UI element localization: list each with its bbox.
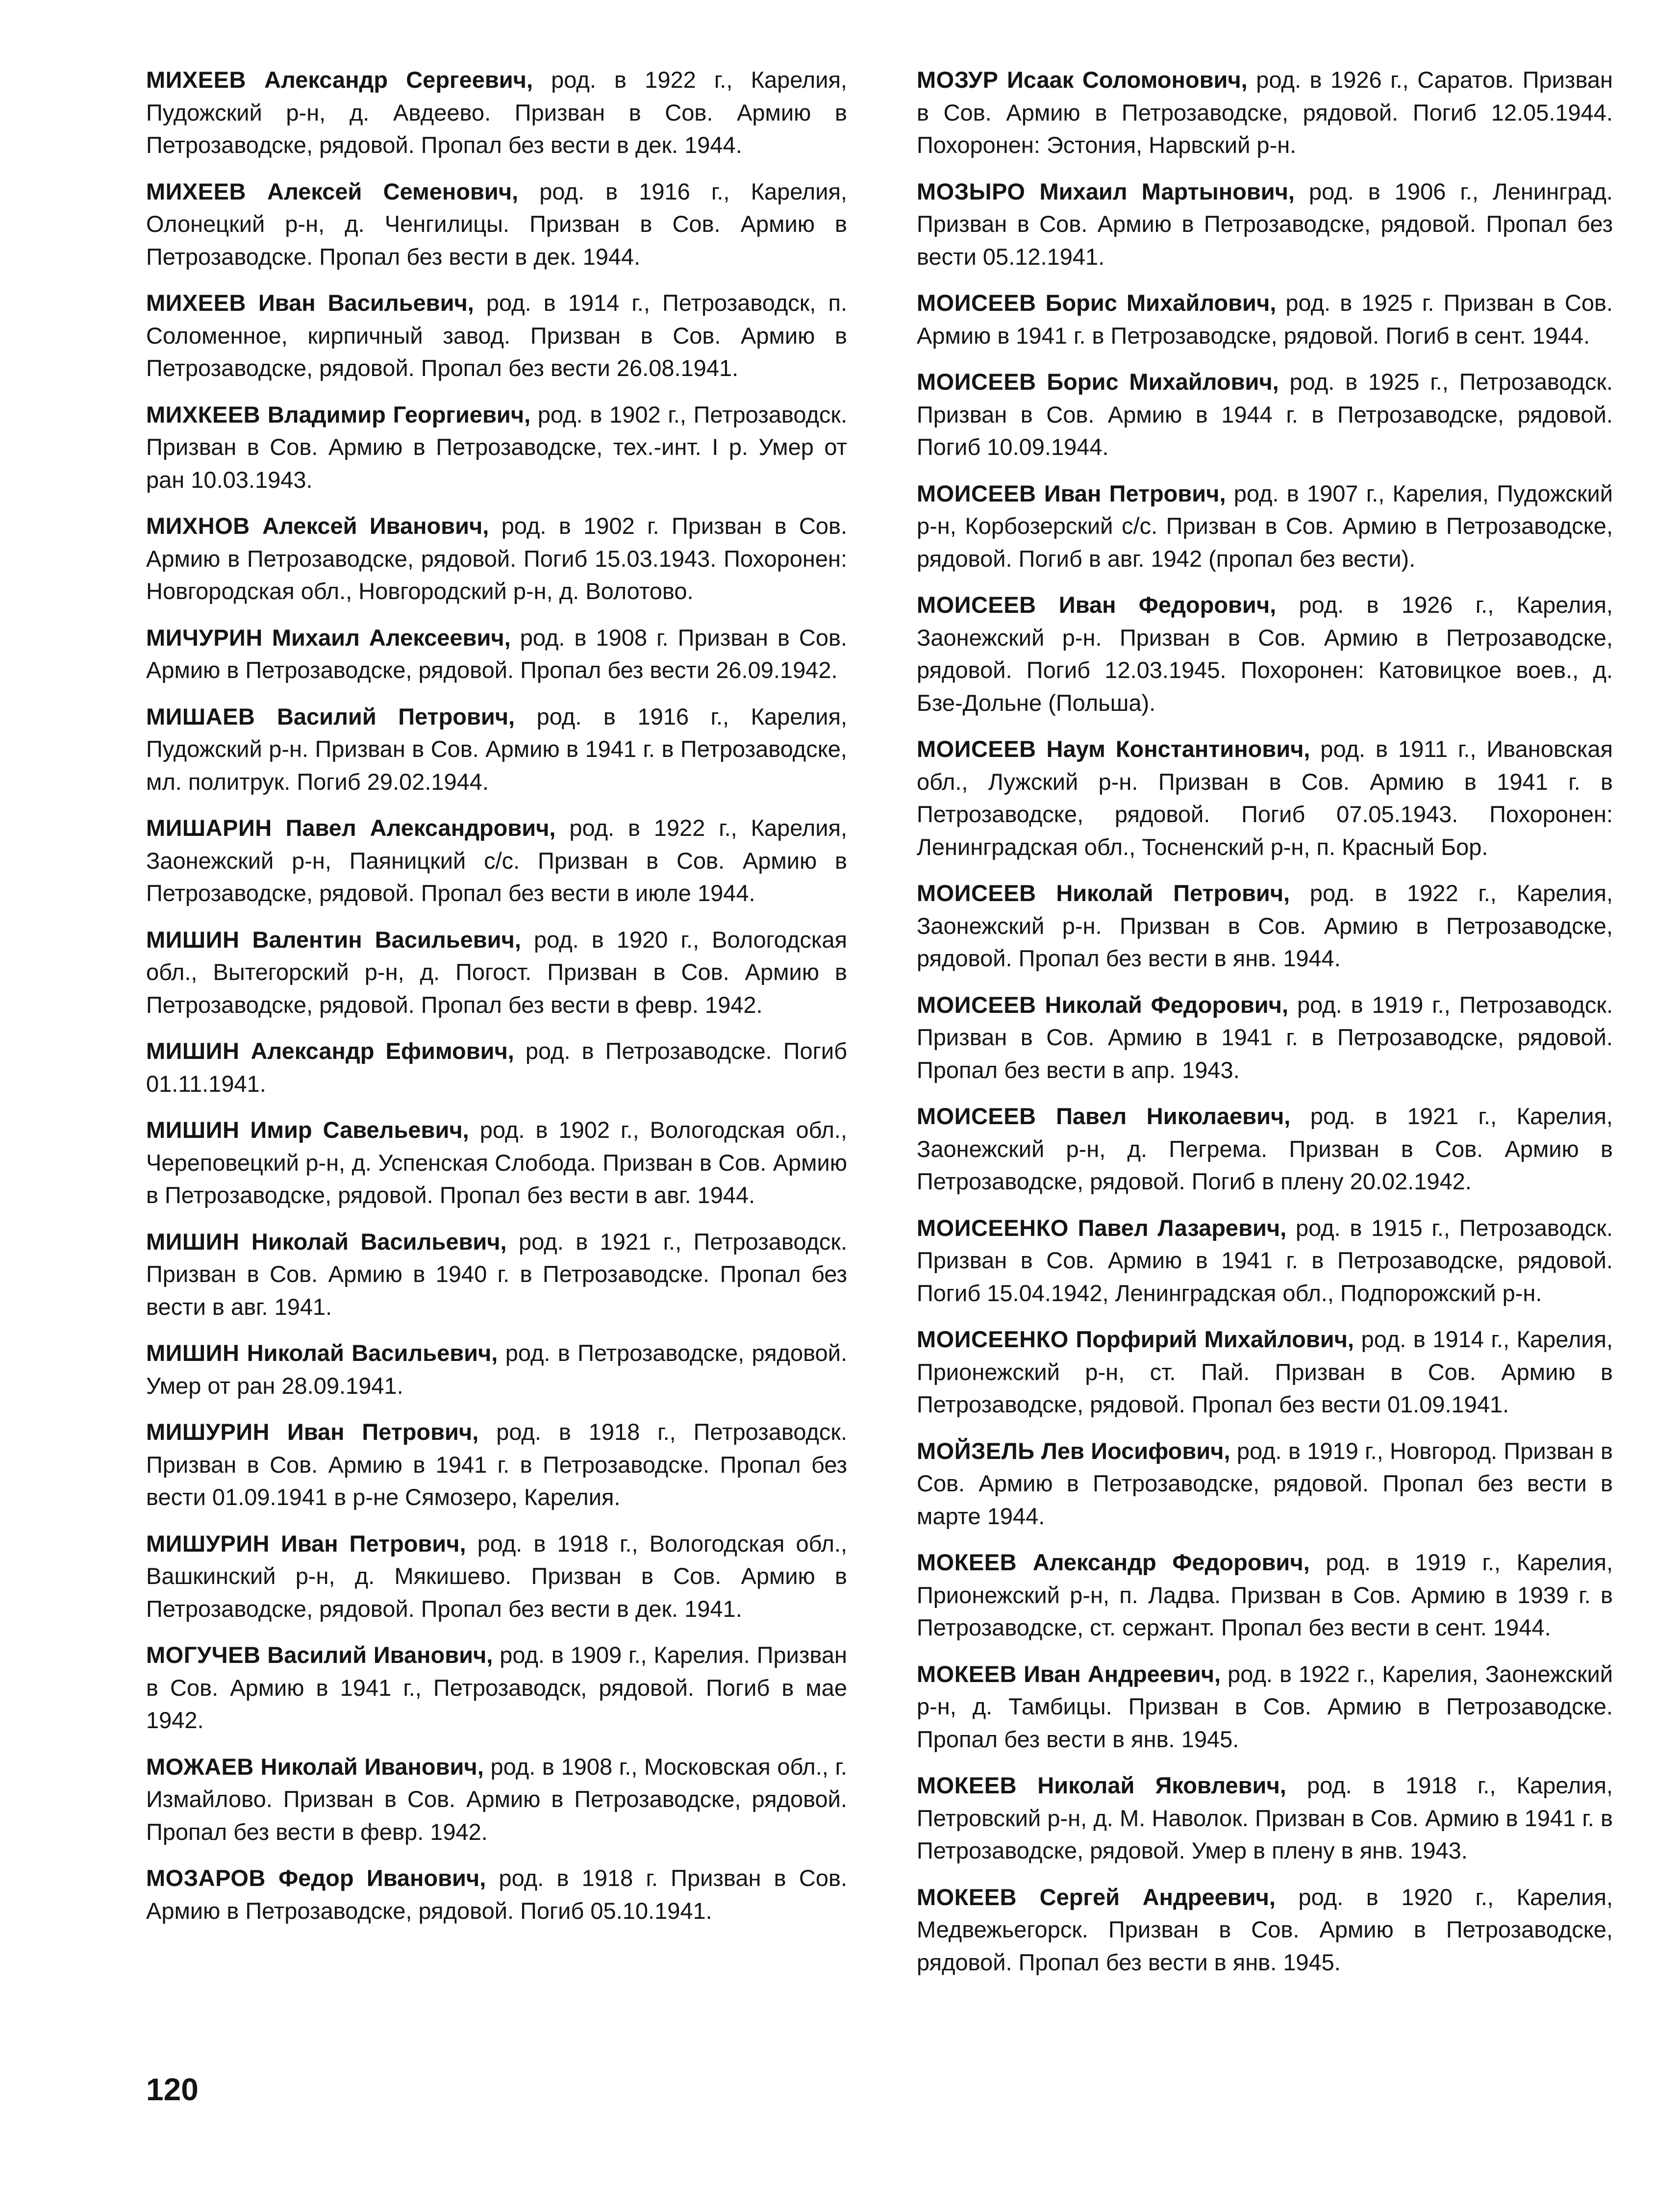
entry-given-name: Николай Петрович,	[1056, 880, 1290, 906]
entry-given-name: Василий Петрович,	[276, 703, 515, 729]
entry-given-name: Лев Иосифович,	[1041, 1437, 1230, 1464]
entry-given-name: Иван Петрович,	[287, 1419, 479, 1445]
biography-entry	[146, 1751, 847, 1849]
biography-entry	[146, 1114, 847, 1212]
entry-surname: МИХНОВ	[146, 513, 250, 539]
entry-surname: МОКЕЕВ	[917, 1549, 1017, 1575]
biography-entry	[917, 1435, 1613, 1533]
entry-details: род. в 1907 г., Карелия, Пудожский р-н, Корбозерский с/с. Призван в Сов. Армию в Петрозаводске, рядовой. Погиб в авг. 1942 (пропал без вести).	[917, 480, 1613, 572]
entry-surname: МИХЕЕВ	[146, 178, 246, 204]
entry-details: род. в Петрозаводске. Погиб 01.11.1941.	[146, 1038, 848, 1097]
biography-entry	[917, 478, 1613, 576]
entry-details: род. в 1902 г. Призван в Сов. Армию в Петрозаводске, рядовой. Погиб 15.03.1943. Похоронен: Новгородская обл., Новгородский р-н, д. Волотово.	[146, 513, 848, 604]
entry-surname: МОИСЕЕВ	[917, 290, 1036, 316]
entry-details: род. в 1916 г., Карелия, Пудожский р-н. Призван в Сов. Армию в 1941 г. в Петрозаводске, мл. политрук. Погиб 29.02.1944.	[146, 703, 848, 795]
entry-details: род. в 1919 г., Петрозаводск. Призван в Сов. Армию в 1941 г. в Петрозаводске, рядовой. Пропал без вести в апр. 1943.	[917, 991, 1613, 1083]
entry-given-name: Павел Александрович,	[285, 815, 556, 841]
biography-entry	[146, 510, 847, 608]
biography-entry	[917, 1658, 1613, 1756]
entry-details: род. в 1918 г., Карелия, Петровский р-н, д. М. Наволок. Призван в Сов. Армию в 1941 г. в Петрозаводске, рядовой. Умер в плену в янв. 1943.	[917, 1772, 1613, 1863]
entry-surname: МИШАРИН	[146, 815, 272, 841]
entry-given-name: Сергей Андреевич,	[1039, 1884, 1276, 1910]
biography-entry	[146, 812, 847, 910]
entry-details: род. в 1926 г., Саратов. Призван в Сов. Армию в Петрозаводске, рядовой. Погиб 12.05.1944. Похоронен: Эстония, Нарвский р-н.	[917, 67, 1613, 158]
entry-surname: МИШИН	[146, 1228, 240, 1255]
entry-surname: МОИСЕЕНКО	[917, 1214, 1069, 1241]
biography-entry	[146, 1416, 847, 1514]
entry-given-name: Алексей Семенович,	[267, 178, 519, 204]
biography-entry	[146, 1528, 847, 1626]
biography-entry	[146, 924, 847, 1022]
entry-surname: МОИСЕЕВ	[917, 736, 1036, 762]
entry-given-name: Иван Федорович,	[1058, 592, 1277, 618]
entry-surname: МОИСЕЕВ	[917, 480, 1036, 506]
entry-details: род. в 1911 г., Ивановская обл., Лужский р-н. Призван в Сов. Армию в 1941 г. в Петрозаводске, рядовой. Погиб 07.05.1943. Похоронен: Ленинградская обл., Тосненский р-н, п. Красный Бор.	[917, 736, 1613, 860]
entry-given-name: Василий Иванович,	[267, 1642, 493, 1668]
entry-given-name: Николай Васильевич,	[251, 1228, 507, 1255]
entry-given-name: Павел Лазаревич,	[1078, 1214, 1287, 1241]
entry-given-name: Владимир Георгиевич,	[267, 401, 531, 427]
entry-surname: МИШИН	[146, 926, 240, 953]
entry-surname: МИШУРИН	[146, 1419, 270, 1445]
biography-entry	[917, 733, 1613, 863]
entry-details: род. в 1909 г., Карелия. Призван в Сов. Армию в 1941 г., Петрозаводск, рядовой. Погиб в мае 1942.	[146, 1642, 847, 1733]
entry-surname: МОЗУР	[917, 67, 999, 93]
entry-surname: МОИСЕЕВ	[917, 1103, 1036, 1129]
entry-details: род. в 1918 г. Призван в Сов. Армию в Петрозаводске, рядовой. Погиб 05.10.1941.	[146, 1865, 847, 1924]
entry-details: род. в 1920 г., Вологодская обл., Вытегорский р-н, д. Погост. Призван в Сов. Армию в Петрозаводске, рядовой. Пропал без вести в февр. 1942.	[146, 926, 848, 1018]
entry-given-name: Николай Яковлевич,	[1037, 1772, 1286, 1798]
entry-details: род. в 1922 г., Карелия, Заонежский р-н. Призван в Сов. Армию в Петрозаводске, рядовой. Пропал без вести в янв. 1944.	[917, 880, 1613, 971]
entry-details: род. в 1918 г., Петрозаводск. Призван в Сов. Армию в 1941 г. в Петрозаводске. Пропал без вести 01.09.1941 в р-не Сямозеро, Карелия.	[146, 1419, 848, 1510]
biography-entry	[146, 1639, 847, 1737]
entry-surname: МИШАЕВ	[146, 703, 255, 729]
entry-details: род. в 1925 г., Петрозаводск. Призван в Сов. Армию в 1944 г. в Петрозаводске, рядовой. Погиб 10.09.1944.	[917, 369, 1613, 460]
biography-entry	[917, 64, 1613, 162]
entry-surname: МИШИН	[146, 1340, 240, 1366]
entry-details: род. в 1921 г., Карелия, Заонежский р-н, д. Пегрема. Призван в Сов. Армию в Петрозаводске, рядовой. Погиб в плену 20.02.1942.	[917, 1103, 1613, 1194]
entry-given-name: Иван Андреевич,	[1024, 1660, 1221, 1687]
entry-details: род. в 1908 г., Московская обл., г. Измайлово. Призван в Сов. Армию в Петрозаводске, рядовой. Пропал без вести в февр. 1942.	[146, 1753, 847, 1845]
biography-entry	[917, 1323, 1613, 1421]
entry-surname: МОИСЕЕВ	[917, 991, 1036, 1018]
entry-details: род. в 1906 г., Ленинград. Призван в Сов. Армию в Петрозаводске, рядовой. Пропал без вести 05.12.1941.	[917, 178, 1613, 270]
entry-given-name: Николай Иванович,	[260, 1753, 484, 1780]
entry-given-name: Борис Михайлович,	[1045, 290, 1277, 316]
entry-surname: МОИСЕЕВ	[917, 369, 1036, 395]
entry-surname: МИХЕЕВ	[146, 290, 246, 316]
entry-details: род. в 1908 г. Призван в Сов. Армию в Петрозаводске, рядовой. Пропал без вести 26.09.1942.	[146, 624, 848, 683]
entry-surname: МОЗЫРО	[917, 178, 1026, 204]
entry-given-name: Иван Васильевич,	[258, 290, 474, 316]
entry-details: род. в 1919 г., Новгород. Призван в Сов. Армию в Петрозаводске, рядовой. Пропал без вести в марте 1944.	[917, 1437, 1613, 1529]
entry-given-name: Иван Петрович,	[281, 1530, 466, 1557]
page-number: 120	[146, 2072, 199, 2107]
entry-surname: МОЙЗЕЛЬ	[917, 1437, 1035, 1464]
entry-details: род. в 1925 г. Призван в Сов. Армию в 1941 г. в Петрозаводске, рядовой. Погиб в сент. 1944.	[917, 290, 1613, 349]
entry-details: род. в 1922 г., Карелия, Заонежский р-н, д. Тамбицы. Призван в Сов. Армию в Петрозаводске. Пропал без вести в янв. 1945.	[917, 1660, 1613, 1752]
entry-details: род. в 1919 г., Карелия, Прионежский р-н, п. Ладва. Призван в Сов. Армию в 1939 г. в Петрозаводске, ст. сержант. Пропал без вести в сент. 1944.	[917, 1549, 1613, 1640]
entry-surname: МОИСЕЕНКО	[917, 1326, 1069, 1352]
entry-details: род. в 1920 г., Карелия, Медвежьегорск. Призван в Сов. Армию в Петрозаводске, рядовой. Пропал без вести в янв. 1945.	[917, 1884, 1613, 1975]
biography-entry	[917, 1100, 1613, 1198]
biography-entry	[917, 877, 1613, 975]
entry-surname: МИЧУРИН	[146, 624, 263, 651]
entry-given-name: Иван Петрович,	[1044, 480, 1226, 506]
entry-given-name: Николай Васильевич,	[247, 1340, 498, 1366]
entry-surname: МОКЕЕВ	[917, 1772, 1017, 1798]
biography-entry	[917, 176, 1613, 274]
entry-details: род. в 1914 г., Карелия, Прионежский р-н, ст. Пай. Призван в Сов. Армию в Петрозаводске, рядовой. Пропал без вести 01.09.1941.	[917, 1326, 1613, 1417]
biography-entry	[917, 366, 1613, 464]
entry-given-name: Порфирий Михайлович,	[1076, 1326, 1354, 1352]
entry-details: род. в 1918 г., Вологодская обл., Вашкинский р-н, д. Мякишево. Призван в Сов. Армию в Петрозаводске, рядовой. Пропал без вести в дек. 1941.	[146, 1530, 848, 1622]
biography-entry	[146, 1035, 847, 1100]
entry-given-name: Николай Федорович,	[1045, 991, 1289, 1018]
biography-entry	[146, 176, 847, 274]
entry-given-name: Наум Константинович,	[1046, 736, 1310, 762]
biography-entry	[146, 622, 847, 687]
entry-details: род. в 1915 г., Петрозаводск. Призван в Сов. Армию в 1941 г. в Петрозаводске, рядовой. Погиб 15.04.1942, Ленинградская обл., Подпорожский р-н.	[917, 1214, 1613, 1306]
entry-surname: МОГУЧЕВ	[146, 1642, 261, 1668]
biography-entry	[917, 1546, 1613, 1644]
entry-surname: МИХЕЕВ	[146, 67, 246, 93]
biography-entry	[917, 1769, 1613, 1867]
biography-entry	[146, 1337, 847, 1402]
entry-details: род. в 1902 г., Петрозаводск. Призван в Сов. Армию в Петрозаводске, тех.-инт. I р. Умер от ран 10.03.1943.	[146, 401, 848, 493]
entry-surname: МИХКЕЕВ	[146, 401, 261, 427]
entry-surname: МИШИН	[146, 1038, 240, 1064]
entry-given-name: Павел Николаевич,	[1056, 1103, 1291, 1129]
entry-surname: МОИСЕЕВ	[917, 592, 1036, 618]
entry-given-name: Михаил Мартынович,	[1039, 178, 1295, 204]
entry-surname: МОЖАЕВ	[146, 1753, 254, 1780]
entry-given-name: Александр Федорович,	[1032, 1549, 1310, 1575]
entry-details: род. в 1922 г., Карелия, Пудожский р-н, д. Авдеево. Призван в Сов. Армию в Петрозаводске, рядовой. Пропал без вести в дек. 1944.	[146, 67, 847, 158]
entry-given-name: Борис Михайлович,	[1047, 369, 1279, 395]
biography-entry	[917, 989, 1613, 1087]
entry-given-name: Имир Савельевич,	[250, 1117, 469, 1143]
entry-surname: МОКЕЕВ	[917, 1884, 1017, 1910]
biography-entry	[146, 64, 847, 162]
entry-details: род. в 1902 г., Вологодская обл., Череповецкий р-н, д. Успенская Слобода. Призван в Сов. Армию в Петрозаводске, рядовой. Пропал без вести в авг. 1944.	[146, 1117, 847, 1208]
biography-entry	[146, 287, 847, 385]
entry-details: род. в Петрозаводске, рядовой. Умер от ран 28.09.1941.	[146, 1340, 848, 1399]
biography-entry	[917, 1212, 1613, 1310]
entry-details: род. в 1914 г., Петрозаводск, п. Соломенное, кирпичный завод. Призван в Сов. Армию в Петрозаводске, рядовой. Пропал без вести 26.08.1941.	[146, 290, 848, 381]
entry-given-name: Александр Ефимович,	[251, 1038, 514, 1064]
biography-entry	[917, 589, 1613, 719]
entry-details: род. в 1922 г., Карелия, Заонежский р-н, Паяницкий с/с. Призван в Сов. Армию в Петрозаводске, рядовой. Пропал без вести в июле 1944.	[146, 815, 848, 906]
entry-details: род. в 1916 г., Карелия, Олонецкий р-н, д. Ченгилицы. Призван в Сов. Армию в Петрозаводске. Пропал без вести в дек. 1944.	[146, 178, 847, 270]
biography-entry	[146, 701, 847, 799]
entry-given-name: Михаил Алексеевич,	[272, 624, 511, 651]
biography-entry	[146, 399, 847, 497]
entry-surname: МОИСЕЕВ	[917, 880, 1036, 906]
entry-given-name: Федор Иванович,	[278, 1865, 486, 1891]
biography-entry	[917, 287, 1613, 352]
entry-surname: МИШУРИН	[146, 1530, 270, 1557]
biography-entry	[917, 1881, 1613, 1979]
entry-given-name: Александр Сергеевич,	[264, 67, 533, 93]
entry-given-name: Алексей Иванович,	[262, 513, 489, 539]
entry-given-name: Валентин Васильевич,	[252, 926, 521, 953]
entry-surname: МИШИН	[146, 1117, 240, 1143]
biography-entry	[146, 1226, 847, 1324]
entry-surname: МОЗАРОВ	[146, 1865, 266, 1891]
right-column	[917, 64, 1613, 1992]
entry-details: род. в 1926 г., Карелия, Заонежский р-н. Призван в Сов. Армию в Петрозаводске, рядовой. Погиб 12.03.1945. Похоронен: Катовицкое воев., д. Бзе-Дольне (Польша).	[917, 592, 1613, 716]
entry-surname: МОКЕЕВ	[917, 1660, 1017, 1687]
left-column	[146, 64, 847, 1941]
biography-entry	[146, 1862, 847, 1927]
entry-details: род. в 1921 г., Петрозаводск. Призван в Сов. Армию в 1940 г. в Петрозаводске. Пропал без вести в авг. 1941.	[146, 1228, 848, 1320]
entry-given-name: Исаак Соломонович,	[1007, 67, 1248, 93]
